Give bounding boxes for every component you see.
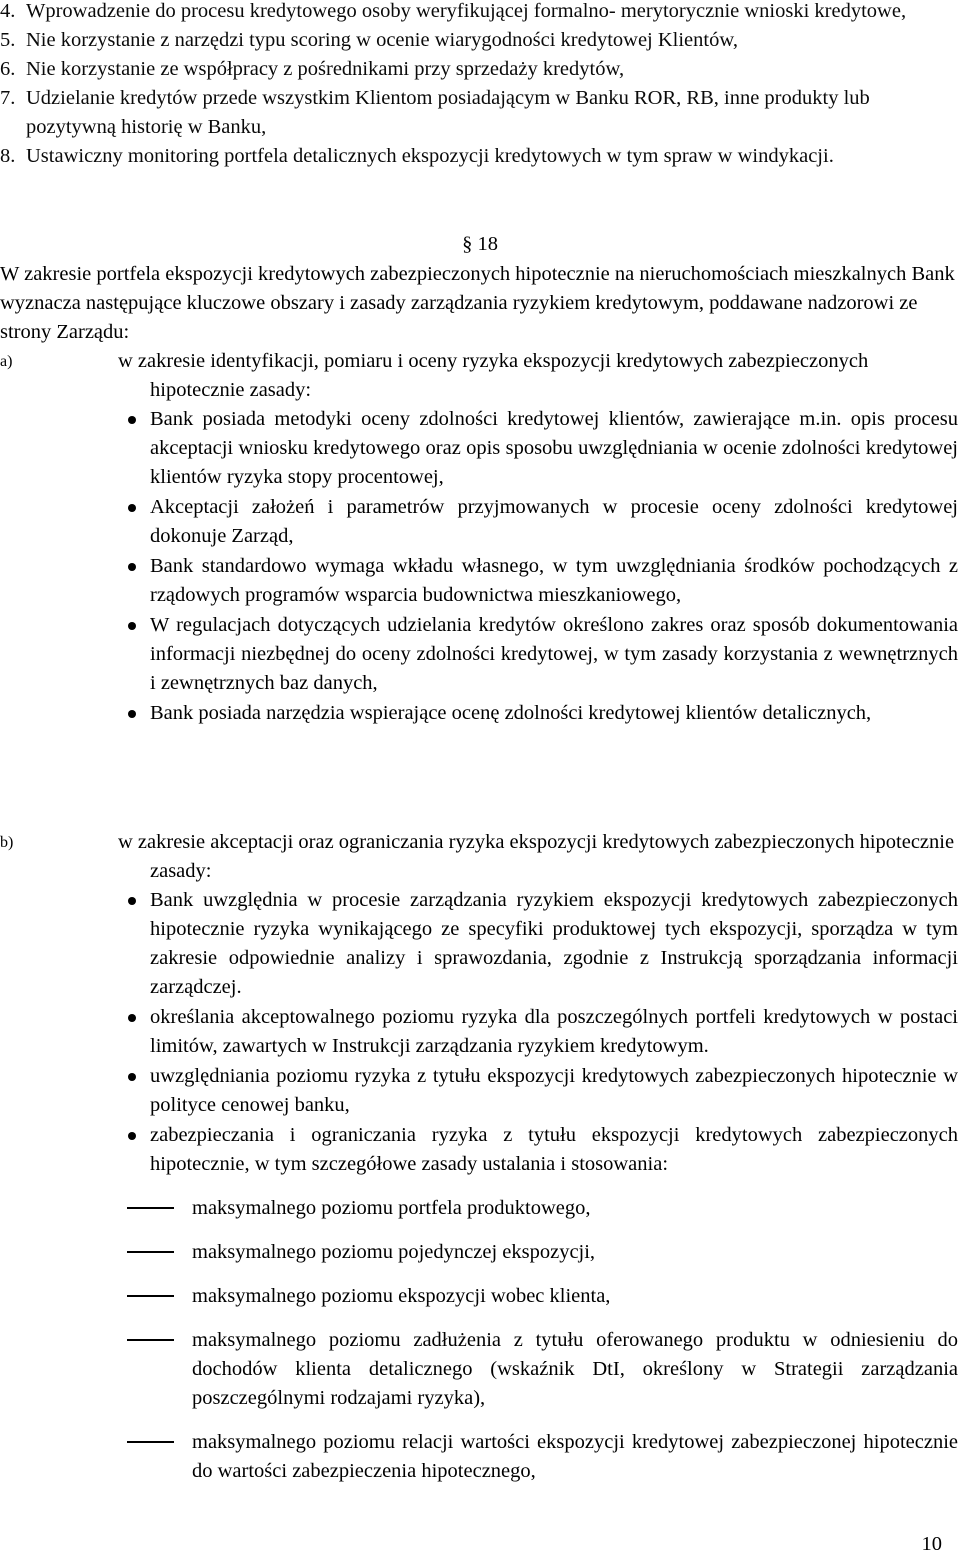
bullet-dot-icon	[128, 622, 136, 630]
item-number: 8.	[0, 145, 16, 167]
bullet-item	[0, 552, 958, 610]
bullet-text: W regulacjach dotyczących udzielania kredytów określono zakres oraz sposób dokumentowania informacji niezbędnej do oceny zdolności kredytowej, w tym zasady korzystania z wewnętrznych i zewnętrznych baz danych,	[150, 614, 958, 694]
dash-item	[0, 1428, 958, 1486]
bullet-text: Akceptacji założeń i parametrów przyjmowanych w procesie oceny zdolności kredytowej dokonuje Zarząd,	[150, 496, 958, 547]
dash-icon	[127, 1441, 174, 1443]
bullet-text: Bank posiada narzędzia wspierające ocenę zdolności kredytowej klientów detalicznych,	[150, 702, 872, 724]
bullet-list	[0, 405, 958, 728]
item-text: Udzielanie kredytów przede wszystkim Klientom posiadającym w Banku ROR, RB, inne produkty lub pozytywną historię w Banku,	[26, 87, 870, 138]
bullet-text: Bank uwzględnia w procesie zarządzania ryzykiem ekspozycji kredytowych zabezpieczonych hipotecznie ryzyka wynikającego ze specyfiki produktowej tych ekspozycji, sporządza w tym zakresie odpowiednie analizy i sprawozdania, zgodnie z Instrukcją sporządzania informacji zarządczej.	[150, 889, 958, 998]
dash-text: maksymalnego poziomu pojedynczej ekspozycji,	[192, 1241, 596, 1263]
dash-icon	[127, 1339, 174, 1341]
dash-text: maksymalnego poziomu zadłużenia z tytułu oferowanego produktu w odniesieniu do dochodów klienta detalicznego (wskaźnik DtI, określony w Strategii zarządzania poszczególnymi rodzajami ryzyka),	[192, 1329, 958, 1409]
bullet-item	[0, 493, 958, 551]
list-item	[0, 55, 950, 84]
subsection-b	[0, 828, 958, 1486]
bullet-item	[0, 1121, 958, 1179]
bullet-item	[0, 405, 958, 492]
list-item	[0, 26, 950, 55]
bullet-dot-icon	[128, 897, 136, 905]
bullet-dot-icon	[128, 710, 136, 718]
list-item	[0, 84, 950, 142]
bullet-item	[0, 1003, 958, 1061]
bullet-dot-icon	[128, 1014, 136, 1022]
intro-paragraph: W zakresie portfela ekspozycji kredytowych zabezpieczonych hipotecznie na nieruchomościach mieszkalnych Bank wyznacza następujące kluczowe obszary i zasady zarządzania ryzykiem kredytowym, poddawane nadzorowi ze strony Zarządu:	[0, 263, 955, 343]
bullet-dot-icon	[128, 1073, 136, 1081]
subsection-text: w zakresie akceptacji oraz ograniczania ryzyka ekspozycji kredytowych zabezpieczonych hipotecznie zasady:	[118, 831, 955, 882]
dash-text: maksymalnego poziomu ekspozycji wobec klienta,	[192, 1285, 611, 1307]
numbered-list	[0, 0, 950, 171]
bullet-dot-icon	[128, 416, 136, 424]
dash-text: maksymalnego poziomu relacji wartości ekspozycji kredytowej zabezpieczonej hipotecznie do wartości zabezpieczenia hipotecznego,	[192, 1431, 958, 1482]
bullet-text: Bank posiada metodyki oceny zdolności kredytowej klientów, zawierające m.in. opis procesu akceptacji wniosku kredytowego oraz opis sposobu uwzględniania w ocenie zdolności kredytowej klientów ryzyka stopy procentowej,	[150, 408, 958, 488]
bullet-dot-icon	[128, 504, 136, 512]
dash-item	[0, 1326, 958, 1413]
bullet-item	[0, 886, 958, 1002]
dash-list	[0, 1194, 958, 1486]
bullet-text: uwzględniania poziomu ryzyka z tytułu ekspozycji kredytowych zabezpieczonych hipotecznie w polityce cenowej banku,	[150, 1065, 958, 1116]
bullet-dot-icon	[128, 563, 136, 571]
bullet-item	[0, 699, 958, 728]
dash-icon	[127, 1295, 174, 1297]
subsection-letter: a)	[0, 353, 13, 370]
bullet-dot-icon	[128, 1132, 136, 1140]
dash-item	[0, 1282, 958, 1311]
item-number: 4.	[0, 0, 16, 22]
subsection-letter: b)	[0, 834, 14, 851]
bullet-list	[0, 886, 958, 1179]
bullet-text: określania akceptowalnego poziomu ryzyka dla poszczególnych portfeli kredytowych w postaci limitów, zawartych w Instrukcji zarządzania ryzykiem kredytowym.	[150, 1006, 958, 1057]
dash-icon	[127, 1207, 174, 1209]
item-text: Nie korzystanie ze współpracy z pośrednikami przy sprzedaży kredytów,	[26, 58, 625, 80]
subsection-text: w zakresie identyfikacji, pomiaru i oceny ryzyka ekspozycji kredytowych zabezpieczonych hipotecznie zasady:	[118, 350, 869, 401]
item-text: Wprowadzenie do procesu kredytowego osoby weryfikującej formalno- merytorycznie wnioski kredytowe,	[26, 0, 907, 22]
list-item	[0, 0, 950, 26]
dash-item	[0, 1194, 958, 1223]
subsection-a	[0, 347, 958, 729]
item-number: 5.	[0, 29, 16, 51]
bullet-item	[0, 1062, 958, 1120]
bullet-item	[0, 611, 958, 698]
item-text: Ustawiczny monitoring portfela detalicznych ekspozycji kredytowych w tym spraw w windykacji.	[26, 145, 834, 167]
dash-text: maksymalnego poziomu portfela produktowego,	[192, 1197, 591, 1219]
item-text: Nie korzystanie z narzędzi typu scoring w ocenie wiarygodności kredytowej Klientów,	[26, 29, 738, 51]
item-number: 6.	[0, 58, 16, 80]
item-number: 7.	[0, 87, 16, 109]
page-number: 10	[921, 1533, 942, 1555]
dash-icon	[127, 1251, 174, 1253]
bullet-text: Bank standardowo wymaga wkładu własnego, w tym uwzględniania środków pochodzących z rządowych programów wsparcia budownictwa mieszkaniowego,	[150, 555, 958, 606]
bullet-text: zabezpieczania i ograniczania ryzyka z tytułu ekspozycji kredytowych zabezpieczonych hipotecznie, w tym szczegółowe zasady ustalania i stosowania:	[150, 1124, 958, 1175]
section-heading: § 18	[462, 233, 498, 255]
dash-item	[0, 1238, 958, 1267]
list-item	[0, 142, 950, 171]
